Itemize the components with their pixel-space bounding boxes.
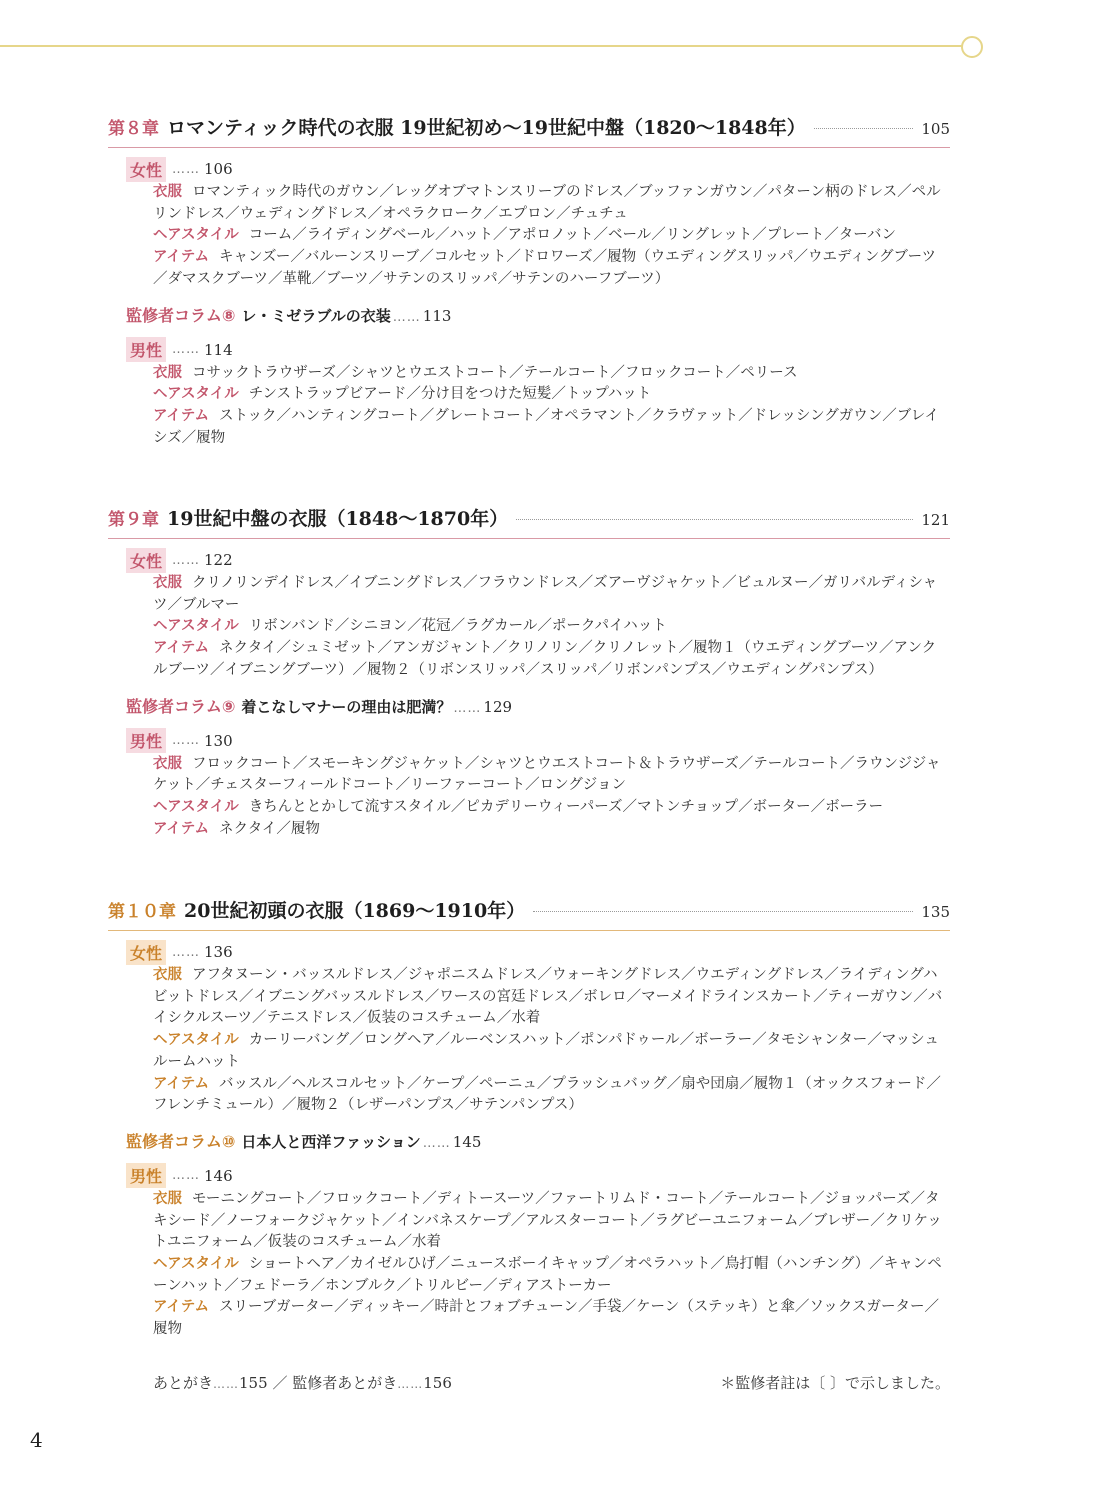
clothes-label: 衣服 <box>153 1190 182 1207</box>
column-label: 監修者コラム⑩ <box>126 1131 236 1151</box>
hair-text: リボンバンド／シニヨン／花冠／ラグカール／ポークパイハット <box>248 618 667 635</box>
clothes-text: フロックコート／スモーキングジャケット／シャツとウエストコート＆トラウザーズ／テールコート／ラウンジジャケット／チェスターフィールドコート／リーファーコート／ロングジョン <box>153 755 941 794</box>
dot-leader: …… <box>172 342 201 358</box>
column-title: 着こなしマナーの理由は肥満？ <box>241 697 452 716</box>
female-tag: 女性 <box>126 157 166 182</box>
female-section-heading[interactable] <box>126 939 950 965</box>
chapter-heading[interactable] <box>108 113 950 148</box>
footer-row <box>153 1372 950 1393</box>
clothes-label: 衣服 <box>153 364 182 381</box>
items-entry <box>153 638 950 681</box>
clothes-entry <box>153 754 950 797</box>
female-section-heading[interactable] <box>126 547 950 573</box>
female-entries <box>153 182 950 291</box>
afterword-label: あとがき <box>153 1374 214 1392</box>
chapter-heading[interactable] <box>108 896 950 931</box>
male-entries <box>153 1189 950 1341</box>
hair-label: ヘアスタイル <box>153 1032 239 1049</box>
chapter-page: 135 <box>921 903 950 921</box>
items-label: アイテム <box>153 1299 209 1316</box>
female-page: 106 <box>204 160 233 178</box>
items-text: ネクタイ／履物 <box>218 820 320 837</box>
hair-text: コーム／ライディングベール／ハット／アポロノット／ベール／リングレット／プレート／ターバン <box>248 227 896 244</box>
column-page: 129 <box>483 697 513 716</box>
dot-leader: …… <box>213 1377 240 1391</box>
dot-leader: …… <box>392 309 421 325</box>
clothes-text: クリノリンデイドレス／イブニングドレス／フラウンドレス／ズアーヴジャケット／ビュルヌー／ガリバルディシャツ／ブルマー <box>153 575 938 613</box>
chapter-number: 第９章 <box>108 510 159 530</box>
supervisor-column[interactable] <box>126 694 950 720</box>
clothes-label: 衣服 <box>153 184 182 200</box>
male-page: 114 <box>204 340 233 359</box>
hair-label: ヘアスタイル <box>153 798 239 815</box>
hair-label: ヘアスタイル <box>153 386 239 403</box>
dot-leader <box>533 911 913 912</box>
clothes-label: 衣服 <box>153 755 182 772</box>
male-entries <box>153 754 950 841</box>
chapter-heading[interactable] <box>108 504 950 539</box>
male-page: 130 <box>204 731 233 750</box>
items-label: アイテム <box>153 640 209 657</box>
hair-text: カーリーバング／ロングヘア／ルーベンスハット／ポンパドゥール／ボーラー／タモシャンター／マッシュルームハット <box>153 1032 939 1070</box>
afterword-link[interactable] <box>153 1374 272 1392</box>
items-label: アイテム <box>153 1075 209 1092</box>
male-tag: 男性 <box>126 337 166 362</box>
male-section-heading[interactable] <box>126 1163 950 1189</box>
hair-entry <box>153 225 950 247</box>
items-entry <box>153 819 950 841</box>
dot-leader: …… <box>172 733 201 749</box>
female-tag: 女性 <box>126 548 166 573</box>
male-entries <box>153 363 950 450</box>
hair-text: ショートヘア／カイゼルひげ／ニュースボーイキャップ／オペラハット／鳥打帽（ハンチング）／キャンペーンハット／フェドーラ／ホンブルク／トリルビー／ディアストーカー <box>153 1256 942 1294</box>
dot-leader: …… <box>172 1168 201 1184</box>
separator: ／ <box>272 1374 288 1392</box>
chapter-number: 第８章 <box>108 119 159 139</box>
dot-leader: …… <box>172 944 201 960</box>
chapter-page: 121 <box>921 511 950 529</box>
chapter-9 <box>108 504 950 840</box>
female-tag: 女性 <box>126 940 166 965</box>
dot-leader: …… <box>453 700 482 716</box>
male-section-heading[interactable] <box>126 337 950 363</box>
hair-entry <box>153 616 950 638</box>
chapter-title: ロマンティック時代の衣服 19世紀初め～19世紀中盤（1820～1848年） <box>167 117 806 139</box>
chapter-8 <box>108 113 950 449</box>
supervisor-column[interactable] <box>126 1129 950 1155</box>
male-page: 146 <box>204 1166 233 1185</box>
male-tag: 男性 <box>126 728 166 753</box>
female-section-heading[interactable] <box>126 156 950 182</box>
afterword-page: 155 <box>239 1374 268 1392</box>
hair-entry <box>153 1030 950 1073</box>
supervisor-afterword-page: 156 <box>423 1374 452 1392</box>
chapter-title: 20世紀初頭の衣服（1869～1910年） <box>184 900 526 922</box>
hair-label: ヘアスタイル <box>153 1256 239 1273</box>
editorial-note: ＊監修者註は〔 〕で示しました。 <box>720 1374 950 1392</box>
dot-leader: …… <box>397 1377 424 1391</box>
clothes-text: アフタヌーン・バッスルドレス／ジャポニスムドレス／ウォーキングドレス／ウエディングドレス／ライディングハビットドレス／イブニングバッスルドレス／ワースの宮廷ドレス／ボレロ／マーメイドラインスカート／ティーガウン／バイシクルスーツ／テニスドレス／仮装のコスチューム／水着 <box>153 967 943 1027</box>
dot-leader: …… <box>172 552 201 568</box>
items-text: バッスル／ヘルスコルセット／ケープ／ペーニュ／プラッシュバッグ／扇や団扇／履物１（オックスフォード／フレンチミュール）／履物２（レザーパンプス／サテンパンプス） <box>153 1075 941 1114</box>
hair-entry <box>153 384 950 406</box>
supervisor-afterword-label: 監修者あとがき <box>292 1374 398 1392</box>
items-label: アイテム <box>153 249 209 266</box>
column-label: 監修者コラム⑧ <box>126 305 236 325</box>
hair-label: ヘアスタイル <box>153 227 239 244</box>
items-label: アイテム <box>153 407 209 424</box>
items-entry <box>153 1297 950 1340</box>
top-decorative-rule <box>0 45 962 47</box>
hair-text: チンストラップビアード／分け目をつけた短髪／トップハット <box>248 386 652 403</box>
clothes-entry <box>153 1189 950 1254</box>
clothes-label: 衣服 <box>153 575 182 591</box>
chapter-number: 第１０章 <box>108 902 176 922</box>
clothes-text: コサックトラウザーズ／シャツとウエストコート／テールコート／フロックコート／ペリース <box>192 364 798 381</box>
clothes-entry <box>153 182 950 225</box>
column-label: 監修者コラム⑨ <box>126 696 236 716</box>
clothes-text: ロマンティック時代のガウン／レッグオブマトンスリーブのドレス／ブッファンガウン／パターン柄のドレス／ペルリンドレス／ウェディングドレス／オペラクローク／エプロン／チュチュ <box>153 184 941 222</box>
clothes-entry <box>153 965 950 1030</box>
hair-text: きちんととかして流すスタイル／ピカデリーウィーパーズ／マトンチョップ／ボーター／ボーラー <box>248 798 884 815</box>
items-text: キャンズー／バルーンスリーブ／コルセット／ドロワーズ／履物（ウエディングスリッパ／ウエディングブーツ／ダマスクブーツ／革靴／ブーツ／サテンのスリッパ／サテンのハーフブーツ） <box>153 249 937 287</box>
male-section-heading[interactable] <box>126 728 950 754</box>
items-entry <box>153 1074 950 1117</box>
items-entry <box>153 247 950 290</box>
dot-leader: …… <box>422 1135 451 1151</box>
clothes-entry <box>153 573 950 616</box>
column-page: 145 <box>452 1132 482 1151</box>
clothes-text: モーニングコート／フロックコート／ディトースーツ／ファートリムド・コート／テールコート／ジョッパーズ／タキシード／ノーフォークジャケット／インバネスケープ／アルスターコート／ラグビーユニフォーム／ブレザー／クリケットユニフォーム／仮装のコスチューム／水着 <box>153 1190 942 1251</box>
afterword-links <box>153 1372 452 1393</box>
chapter-10 <box>108 896 950 1341</box>
clothes-entry <box>153 363 950 385</box>
column-page: 113 <box>422 306 452 325</box>
hair-entry <box>153 1254 950 1297</box>
hair-label: ヘアスタイル <box>153 618 239 635</box>
supervisor-afterword-link[interactable] <box>287 1374 451 1392</box>
dot-leader <box>814 128 914 129</box>
chapter-title: 19世紀中盤の衣服（1848～1870年） <box>167 508 509 530</box>
items-label: アイテム <box>153 820 209 837</box>
column-title: レ・ミゼラブルの衣装 <box>241 306 391 325</box>
hair-entry <box>153 797 950 819</box>
female-entries <box>153 965 950 1117</box>
items-text: スリーブガーター／ディッキー／時計とフォブチューン／手袋／ケーン（ステッキ）と傘／ソックスガーター／履物 <box>153 1299 940 1338</box>
column-title: 日本人と西洋ファッション <box>241 1132 421 1151</box>
page-number: 4 <box>30 1428 43 1452</box>
dot-leader: …… <box>172 161 201 177</box>
chapter-page: 105 <box>921 120 950 138</box>
female-page: 136 <box>204 943 233 961</box>
dot-leader <box>516 519 913 520</box>
items-entry <box>153 406 950 449</box>
male-tag: 男性 <box>126 1163 166 1188</box>
female-entries <box>153 573 950 682</box>
items-text: ストック／ハンティングコート／グレートコート／オペラマント／クラヴァット／ドレッシングガウン／ブレイシズ／履物 <box>153 407 939 446</box>
female-page: 122 <box>204 551 233 569</box>
ring-ornament-icon <box>961 36 983 58</box>
clothes-label: 衣服 <box>153 967 182 983</box>
supervisor-column[interactable] <box>126 303 950 329</box>
items-text: ネクタイ／シュミゼット／アンガジャント／クリノリン／クリノレット／履物１（ウエディングブーツ／アンクルブーツ／イブニングブーツ）／履物２（リボンスリッパ／スリッパ／リボンパンプス／ウエディングパンプス） <box>153 640 937 678</box>
